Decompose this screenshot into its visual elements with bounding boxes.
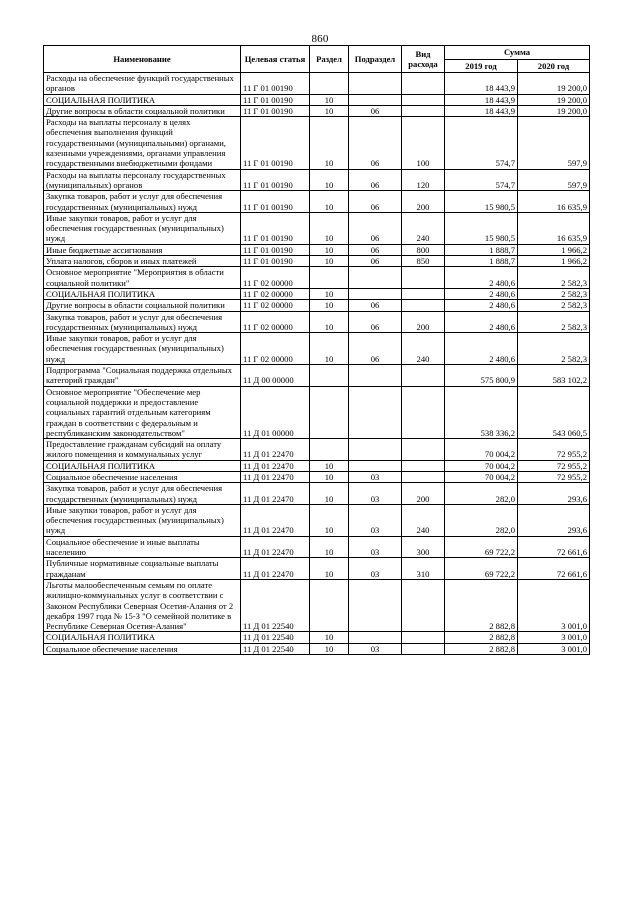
cell-section: 10 (310, 483, 349, 505)
table-row (44, 439, 590, 461)
cell-sum-2020: 293,6 (518, 504, 590, 536)
cell-subsection: 06 (349, 117, 402, 169)
table-row (44, 333, 590, 365)
cell-sum-2020: 72 955,2 (518, 460, 590, 471)
header-year-2019: 2019 год (445, 60, 518, 73)
cell-sum-2019: 2 882,8 (445, 643, 518, 654)
header-subsection: Подраздел (349, 46, 402, 73)
cell-sum-2019: 1 888,7 (445, 244, 518, 255)
cell-sum-2020: 583 102,2 (518, 365, 590, 387)
cell-target-code: 11 Д 01 22470 (241, 439, 310, 461)
table-row (44, 94, 590, 105)
cell-section: 10 (310, 169, 349, 191)
cell-name: Иные бюджетные ассигнования (44, 244, 241, 255)
cell-section: 10 (310, 288, 349, 299)
table-row (44, 365, 590, 387)
cell-section (310, 73, 349, 95)
cell-expense-type: 240 (402, 333, 445, 365)
cell-subsection: 06 (349, 333, 402, 365)
cell-sum-2019: 18 443,9 (445, 105, 518, 116)
cell-subsection: 06 (349, 256, 402, 267)
cell-target-code: 11 Г 01 00190 (241, 94, 310, 105)
cell-section: 10 (310, 504, 349, 536)
cell-sum-2019: 282,0 (445, 483, 518, 505)
cell-target-code: 11 Г 01 00190 (241, 244, 310, 255)
cell-target-code: 11 Г 01 00190 (241, 191, 310, 213)
cell-sum-2020: 1 966,2 (518, 256, 590, 267)
cell-name: Предоставление гражданам субсидий на оплату жилого помещения и коммунальных услуг (44, 439, 241, 461)
table-row (44, 169, 590, 191)
header-name: Наименование (44, 46, 241, 73)
cell-target-code: 11 Д 01 22470 (241, 504, 310, 536)
cell-name: Закупка товаров, работ и услуг для обеспечения государственных (муниципальных) нужд (44, 191, 241, 213)
cell-name: Иные закупки товаров, работ и услуг для обеспечения государственных (муниципальных) нужд (44, 333, 241, 365)
cell-section: 10 (310, 105, 349, 116)
cell-target-code: 11 Г 02 00000 (241, 267, 310, 289)
page-number: 860 (311, 33, 329, 45)
cell-name: Закупка товаров, работ и услуг для обеспечения государственных (муниципальных) нужд (44, 311, 241, 333)
table-row (44, 105, 590, 116)
cell-subsection (349, 267, 402, 289)
cell-target-code: 11 Д 01 22470 (241, 471, 310, 482)
cell-section: 10 (310, 471, 349, 482)
cell-sum-2020: 3 001,0 (518, 643, 590, 654)
cell-expense-type (402, 267, 445, 289)
cell-sum-2019: 18 443,9 (445, 94, 518, 105)
cell-expense-type (402, 365, 445, 387)
cell-section (310, 579, 349, 631)
cell-expense-type (402, 386, 445, 438)
cell-sum-2020: 3 001,0 (518, 579, 590, 631)
cell-target-code: 11 Д 01 22470 (241, 536, 310, 558)
cell-section (310, 365, 349, 387)
cell-subsection: 03 (349, 471, 402, 482)
cell-sum-2019: 18 443,9 (445, 73, 518, 95)
cell-subsection: 06 (349, 311, 402, 333)
cell-subsection: 06 (349, 169, 402, 191)
cell-subsection: 06 (349, 300, 402, 311)
table-row (44, 300, 590, 311)
cell-name: Подпрограмма "Социальная поддержка отдельных категорий граждан" (44, 365, 241, 387)
cell-sum-2020: 72 955,2 (518, 439, 590, 461)
cell-target-code: 11 Г 01 00190 (241, 169, 310, 191)
cell-name: Социальное обеспечение населения (44, 643, 241, 654)
cell-sum-2020: 597,9 (518, 117, 590, 169)
cell-subsection: 03 (349, 536, 402, 558)
cell-sum-2020: 19 200,0 (518, 73, 590, 95)
cell-sum-2019: 69 722,2 (445, 536, 518, 558)
budget-table (43, 45, 590, 655)
cell-sum-2019: 2 882,8 (445, 632, 518, 643)
cell-sum-2020: 19 200,0 (518, 94, 590, 105)
table-row (44, 267, 590, 289)
cell-target-code: 11 Д 01 22470 (241, 460, 310, 471)
cell-target-code: 11 Г 02 00000 (241, 311, 310, 333)
cell-sum-2019: 2 480,6 (445, 267, 518, 289)
table-row (44, 244, 590, 255)
header-section: Раздел (310, 46, 349, 73)
cell-subsection: 03 (349, 558, 402, 580)
cell-sum-2019: 70 004,2 (445, 471, 518, 482)
cell-sum-2019: 282,0 (445, 504, 518, 536)
cell-section: 10 (310, 643, 349, 654)
table-header (44, 46, 590, 73)
cell-expense-type: 120 (402, 169, 445, 191)
cell-name: Расходы на обеспечение функций государственных органов (44, 73, 241, 95)
cell-name: СОЦИАЛЬНАЯ ПОЛИТИКА (44, 288, 241, 299)
table-row (44, 504, 590, 536)
cell-section (310, 386, 349, 438)
cell-sum-2019: 2 882,8 (445, 579, 518, 631)
cell-sum-2020: 72 661,6 (518, 536, 590, 558)
cell-name: Расходы на выплаты персоналу государственных (муниципальных) органов (44, 169, 241, 191)
cell-section: 10 (310, 256, 349, 267)
cell-sum-2019: 2 480,6 (445, 333, 518, 365)
cell-sum-2020: 72 955,2 (518, 471, 590, 482)
cell-expense-type: 300 (402, 536, 445, 558)
cell-subsection (349, 386, 402, 438)
table-row (44, 288, 590, 299)
table-row (44, 536, 590, 558)
header-expense-type: Вид расхода (402, 46, 445, 73)
cell-sum-2019: 574,7 (445, 169, 518, 191)
cell-expense-type (402, 288, 445, 299)
cell-name: Другие вопросы в области социальной политики (44, 300, 241, 311)
cell-name: Льготы малообеспеченным семьям по оплате жилищно-коммунальных услуг в соответствии с Законом Республики Северная Осетия-Алания от 2 декабря 1997 года № 15-З "О семейной политике в Республике Северная Осетия-Алания" (44, 579, 241, 631)
table-row (44, 386, 590, 438)
cell-expense-type: 850 (402, 256, 445, 267)
table-row (44, 73, 590, 95)
cell-subsection: 06 (349, 212, 402, 244)
cell-name: Иные закупки товаров, работ и услуг для обеспечения государственных (муниципальных) нужд (44, 212, 241, 244)
cell-sum-2020: 72 661,6 (518, 558, 590, 580)
cell-name: Другие вопросы в области социальной политики (44, 105, 241, 116)
header-year-2020: 2020 год (518, 60, 590, 73)
cell-subsection: 03 (349, 483, 402, 505)
cell-sum-2020: 2 582,3 (518, 333, 590, 365)
cell-expense-type (402, 460, 445, 471)
cell-subsection (349, 73, 402, 95)
cell-sum-2020: 293,6 (518, 483, 590, 505)
cell-target-code: 11 Д 01 22540 (241, 643, 310, 654)
cell-name: Основное мероприятие "Мероприятия в области социальной политики" (44, 267, 241, 289)
cell-section: 10 (310, 300, 349, 311)
cell-target-code: 11 Г 01 00190 (241, 256, 310, 267)
cell-expense-type (402, 300, 445, 311)
cell-target-code: 11 Д 01 22470 (241, 558, 310, 580)
cell-expense-type (402, 579, 445, 631)
cell-expense-type (402, 632, 445, 643)
cell-name: Основное мероприятие "Обеспечение мер социальной поддержки и предоставление социальных гарантий отдельным категориям граждан в соответствии с федеральным и республиканским законодательством" (44, 386, 241, 438)
cell-target-code: 11 Д 01 00000 (241, 386, 310, 438)
cell-sum-2020: 2 582,3 (518, 300, 590, 311)
cell-target-code: 11 Д 01 22540 (241, 632, 310, 643)
cell-target-code: 11 Г 02 00000 (241, 333, 310, 365)
table-row (44, 643, 590, 654)
cell-sum-2019: 15 980,5 (445, 191, 518, 213)
table-body (44, 73, 590, 655)
cell-subsection (349, 579, 402, 631)
cell-sum-2019: 538 336,2 (445, 386, 518, 438)
cell-section: 10 (310, 632, 349, 643)
cell-target-code: 11 Г 01 00190 (241, 73, 310, 95)
cell-sum-2019: 2 480,6 (445, 311, 518, 333)
cell-subsection (349, 632, 402, 643)
cell-section: 10 (310, 311, 349, 333)
cell-expense-type: 310 (402, 558, 445, 580)
cell-target-code: 11 Г 01 00190 (241, 212, 310, 244)
cell-sum-2019: 2 480,6 (445, 288, 518, 299)
table-row (44, 558, 590, 580)
cell-subsection: 06 (349, 191, 402, 213)
cell-section: 10 (310, 94, 349, 105)
cell-subsection (349, 439, 402, 461)
cell-section (310, 439, 349, 461)
table-row (44, 579, 590, 631)
table-row (44, 311, 590, 333)
cell-name: Уплата налогов, сборов и иных платежей (44, 256, 241, 267)
cell-name: Публичные нормативные социальные выплаты гражданам (44, 558, 241, 580)
cell-section: 10 (310, 558, 349, 580)
header-target: Целевая статья (241, 46, 310, 73)
cell-sum-2020: 1 966,2 (518, 244, 590, 255)
cell-expense-type (402, 439, 445, 461)
cell-subsection: 06 (349, 105, 402, 116)
cell-section: 10 (310, 536, 349, 558)
cell-sum-2020: 19 200,0 (518, 105, 590, 116)
cell-expense-type: 200 (402, 191, 445, 213)
cell-expense-type (402, 94, 445, 105)
cell-section: 10 (310, 333, 349, 365)
cell-expense-type: 200 (402, 483, 445, 505)
cell-name: СОЦИАЛЬНАЯ ПОЛИТИКА (44, 460, 241, 471)
cell-subsection (349, 460, 402, 471)
cell-name: Закупка товаров, работ и услуг для обеспечения государственных (муниципальных) нужд (44, 483, 241, 505)
cell-subsection: 06 (349, 244, 402, 255)
cell-expense-type (402, 73, 445, 95)
cell-section: 10 (310, 460, 349, 471)
cell-sum-2020: 543 060,5 (518, 386, 590, 438)
cell-sum-2019: 2 480,6 (445, 300, 518, 311)
cell-sum-2020: 16 635,9 (518, 212, 590, 244)
cell-name: СОЦИАЛЬНАЯ ПОЛИТИКА (44, 94, 241, 105)
cell-subsection (349, 288, 402, 299)
cell-sum-2019: 70 004,2 (445, 460, 518, 471)
cell-section: 10 (310, 117, 349, 169)
cell-target-code: 11 Д 01 22470 (241, 483, 310, 505)
table-row (44, 212, 590, 244)
cell-section: 10 (310, 212, 349, 244)
cell-sum-2019: 1 888,7 (445, 256, 518, 267)
cell-sum-2020: 2 582,3 (518, 288, 590, 299)
cell-expense-type (402, 105, 445, 116)
cell-subsection (349, 365, 402, 387)
cell-expense-type: 240 (402, 504, 445, 536)
table-row (44, 256, 590, 267)
cell-sum-2019: 70 004,2 (445, 439, 518, 461)
table-row (44, 191, 590, 213)
cell-target-code: 11 Г 01 00190 (241, 105, 310, 116)
table-row (44, 460, 590, 471)
cell-section (310, 267, 349, 289)
cell-name: Социальное обеспечение и иные выплаты населению (44, 536, 241, 558)
cell-expense-type: 100 (402, 117, 445, 169)
cell-section: 10 (310, 244, 349, 255)
cell-subsection: 03 (349, 504, 402, 536)
table-row (44, 471, 590, 482)
cell-sum-2020: 2 582,3 (518, 311, 590, 333)
cell-target-code: 11 Д 00 00000 (241, 365, 310, 387)
cell-target-code: 11 Д 01 22540 (241, 579, 310, 631)
table-row (44, 117, 590, 169)
cell-section: 10 (310, 191, 349, 213)
cell-sum-2019: 15 980,5 (445, 212, 518, 244)
cell-sum-2019: 574,7 (445, 117, 518, 169)
cell-sum-2019: 575 800,9 (445, 365, 518, 387)
cell-name: Социальное обеспечение населения (44, 471, 241, 482)
cell-sum-2019: 69 722,2 (445, 558, 518, 580)
cell-expense-type (402, 643, 445, 654)
cell-target-code: 11 Г 02 00000 (241, 300, 310, 311)
cell-sum-2020: 3 001,0 (518, 632, 590, 643)
cell-name: Расходы на выплаты персоналу в целях обеспечения выполнения функций государственными (муниципальными) органами, казенными учреждениями, органами управления государственными внебюджетными фондами (44, 117, 241, 169)
cell-expense-type: 800 (402, 244, 445, 255)
cell-sum-2020: 16 635,9 (518, 191, 590, 213)
cell-target-code: 11 Г 02 00000 (241, 288, 310, 299)
cell-name: Иные закупки товаров, работ и услуг для обеспечения государственных (муниципальных) нужд (44, 504, 241, 536)
cell-target-code: 11 Г 01 00190 (241, 117, 310, 169)
cell-subsection (349, 94, 402, 105)
table-row (44, 632, 590, 643)
cell-subsection: 03 (349, 643, 402, 654)
cell-sum-2020: 597,9 (518, 169, 590, 191)
header-sum: Сумма (445, 46, 590, 60)
cell-expense-type: 240 (402, 212, 445, 244)
cell-name: СОЦИАЛЬНАЯ ПОЛИТИКА (44, 632, 241, 643)
table-row (44, 483, 590, 505)
cell-sum-2020: 2 582,3 (518, 267, 590, 289)
cell-expense-type: 200 (402, 311, 445, 333)
cell-expense-type (402, 471, 445, 482)
